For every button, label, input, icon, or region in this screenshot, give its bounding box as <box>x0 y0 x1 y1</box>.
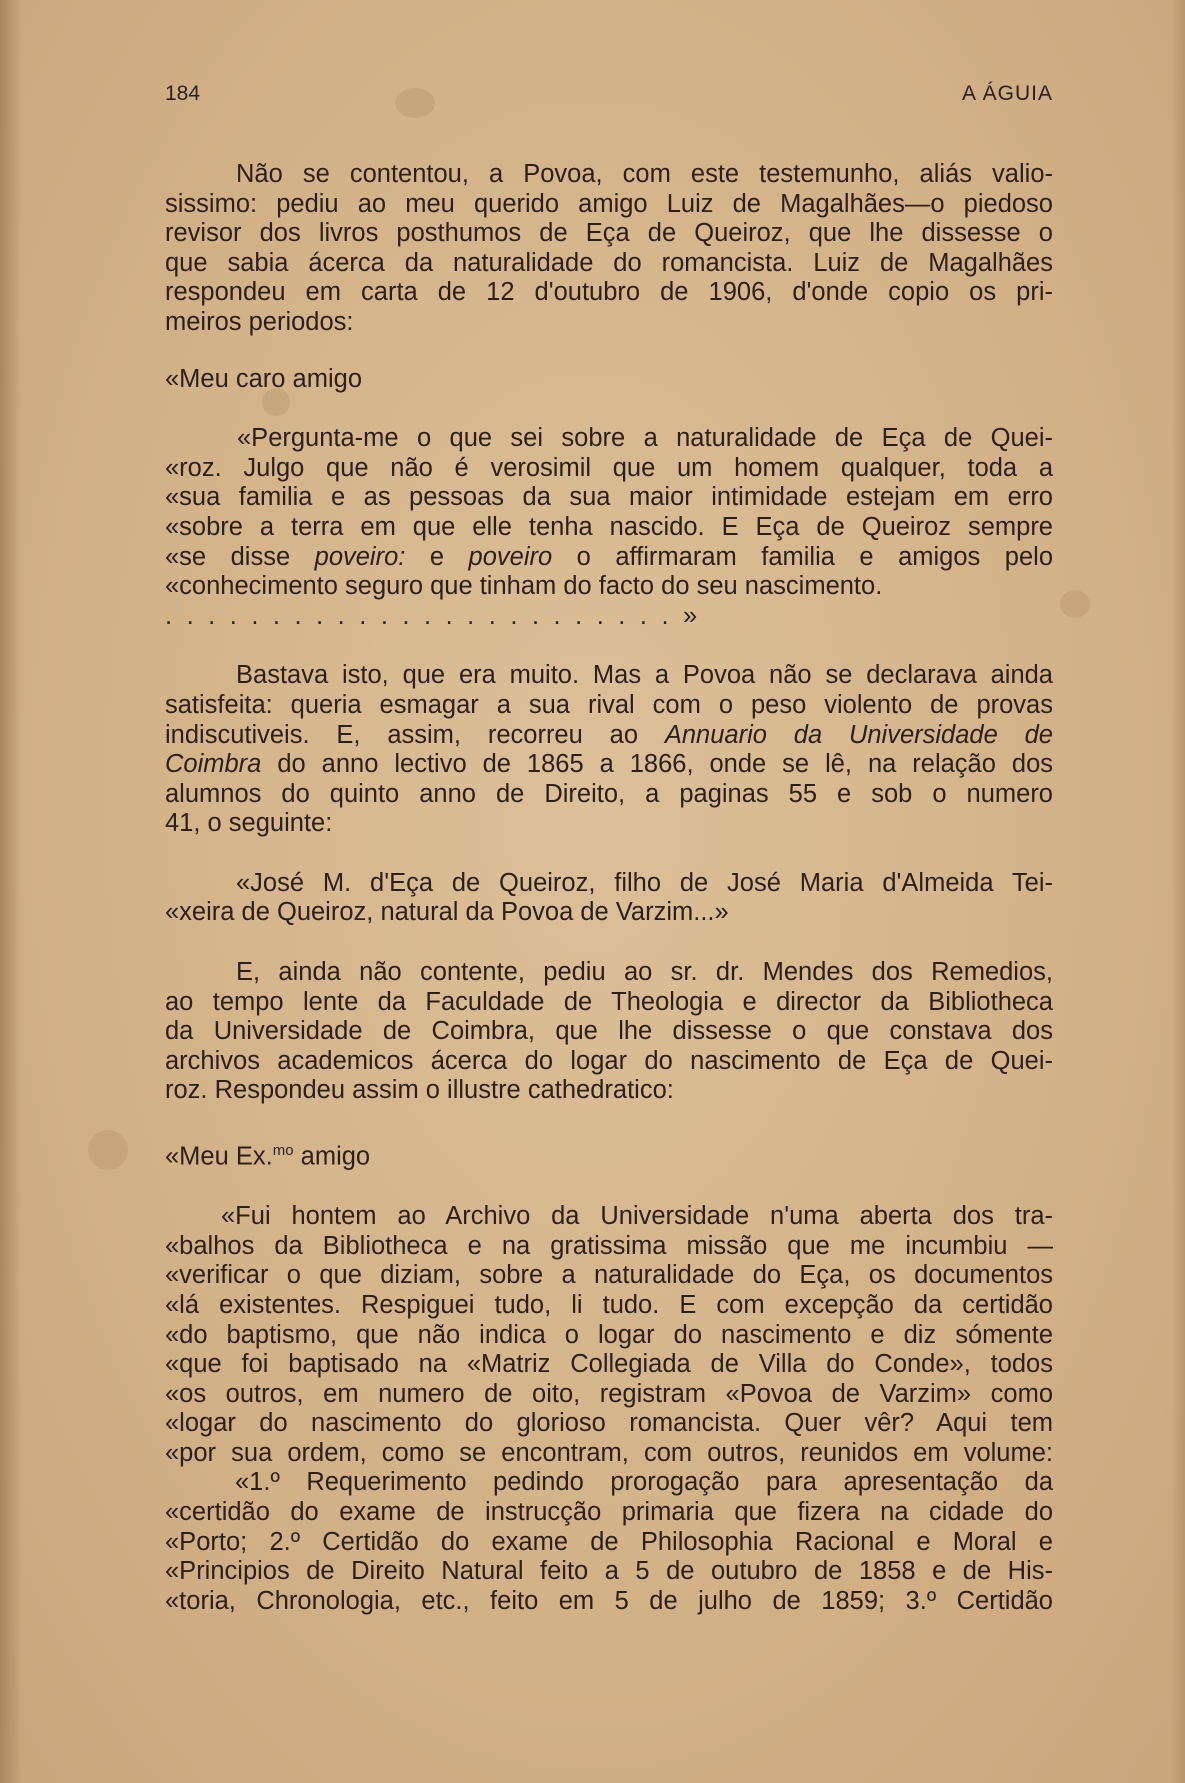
text-line: «Principios de Direito Natural feito a 5 de outubro de 1858 e de His- <box>165 1557 1053 1586</box>
ellipsis-line: ........................» <box>165 601 712 630</box>
text-line: E, ainda não contente, pediu ao sr. dr. Mendes dos Remedios, <box>236 958 1053 987</box>
text-line: «1.º Requerimento pedindo prorogação para apresentação da <box>235 1468 1053 1497</box>
text-line: «que foi baptisado na «Matriz Collegiada de Villa do Conde», todos <box>165 1350 1053 1379</box>
text-line: alumnos do quinto anno de Direito, a paginas 55 e sob o numero <box>165 779 1053 808</box>
letter-quote <box>165 1202 1053 1616</box>
text-line: Bastava isto, que era muito. Mas a Povoa não se declarava ainda <box>236 661 1053 690</box>
text-line: meiros periodos: <box>165 307 354 336</box>
text-line: «do baptismo, que não indica o logar do nascimento e diz sómente <box>165 1320 1053 1349</box>
text-line: «Fui hontem ao Archivo da Universidade n'uma aberta dos tra- <box>221 1202 1053 1231</box>
text-line: satisfeita: queria esmagar a sua rival com o peso violento de provas <box>165 690 1053 719</box>
salutation-1: «Meu caro amigo <box>165 364 363 393</box>
text-line: «xeira de Queiroz, natural da Povoa de Varzim...» <box>165 898 729 927</box>
text-line: «os outros, em numero de oito, registram «Povoa de Varzim» como <box>165 1379 1053 1408</box>
text-line: Não se contentou, a Povoa, com este testemunho, aliás valio- <box>236 160 1053 188</box>
text-line: «balhos da Bibliotheca e na gratissima missão que me incumbiu — <box>165 1231 1053 1260</box>
page-number: 184 <box>165 82 201 105</box>
text-line: «José M. d'Eça de Queiroz, filho de José Maria d'Almeida Tei- <box>236 868 1053 897</box>
text-line: «sua familia e as pessoas da sua maior intimidade estejam em erro <box>165 483 1053 512</box>
paper-stain <box>1060 590 1090 618</box>
text-line: «conhecimento seguro que tinham do facto do seu nascimento. <box>165 572 883 601</box>
text-line: Coimbra do anno lectivo de 1865 a 1866, onde se lê, na relação dos <box>165 750 1053 779</box>
text-line: da Universidade de Coimbra, que lhe dissesse o que constava dos <box>165 1017 1053 1046</box>
text-line: roz. Respondeu assim o illustre cathedratico: <box>165 1076 674 1105</box>
page-body <box>165 160 1053 1616</box>
quote-2 <box>165 869 1053 928</box>
paragraph-3 <box>165 958 1053 1106</box>
paragraph-2 <box>165 661 1053 839</box>
text-line: archivos academicos ácerca do logar do nascimento de Eça de Quei- <box>165 1046 1053 1075</box>
text-line: que sabia ácerca da naturalidade do romancista. Luiz de Magalhães <box>165 248 1053 277</box>
text-line: «roz. Julgo que não é verosimil que um homem qualquer, toda a <box>165 453 1053 482</box>
salutation-2: «Meu Ex.$^{mo}$ amigo <box>165 1142 371 1171</box>
text-line: indiscutiveis. E, assim, recorreu ao Annuario da Universidade de <box>165 720 1053 749</box>
text-line: «certidão do exame de instrucção primaria que fizera na cidade do <box>165 1498 1053 1527</box>
page-edge-right <box>1171 0 1185 1783</box>
text-line: «toria, Chronologia, etc., feito em 5 de julho de 1859; 3.º Certidão <box>165 1586 1053 1615</box>
text-line: sissimo: pediu ao meu querido amigo Luiz de Magalhães—o piedoso <box>165 189 1053 218</box>
text-line: 41, o seguinte: <box>165 809 333 838</box>
text-line: «por sua ordem, como se encontram, com outros, reunidos em volume: <box>165 1438 1053 1467</box>
text-line: «logar do nascimento do glorioso romancista. Quer vêr? Aqui tem <box>165 1409 1053 1438</box>
text-line: «Porto; 2.º Certidão do exame de Philosophia Racional e Moral e <box>165 1527 1053 1556</box>
page-header <box>165 82 1053 112</box>
text-line: revisor dos livros posthumos de Eça de Queiroz, que lhe dissesse o <box>165 219 1053 248</box>
running-title: A ÁGUIA <box>961 82 1053 105</box>
quote-1 <box>165 424 1053 631</box>
text-line: respondeu em carta de 12 d'outubro de 1906, d'onde copio os pri- <box>165 278 1053 307</box>
paper-stain <box>88 1130 128 1170</box>
text-line: «sobre a terra em que elle tenha nascido. E Eça de Queiroz sempre <box>165 512 1053 541</box>
text-line: «lá existentes. Respiguei tudo, li tudo. E com excepção da certidão <box>165 1290 1053 1319</box>
text-line: «verificar o que diziam, sobre a naturalidade do Eça, os documentos <box>165 1261 1053 1290</box>
page-edge-left <box>0 0 22 1783</box>
text-line: «Pergunta-me o que sei sobre a naturalidade de Eça de Quei- <box>237 424 1053 453</box>
text-line: ao tempo lente da Faculdade de Theologia e director da Bibliotheca <box>165 987 1053 1016</box>
paragraph-1 <box>165 160 1053 338</box>
text-line: «se disse poveiro: e poveiro o affirmaram familia e amigos pelo <box>165 542 1054 571</box>
